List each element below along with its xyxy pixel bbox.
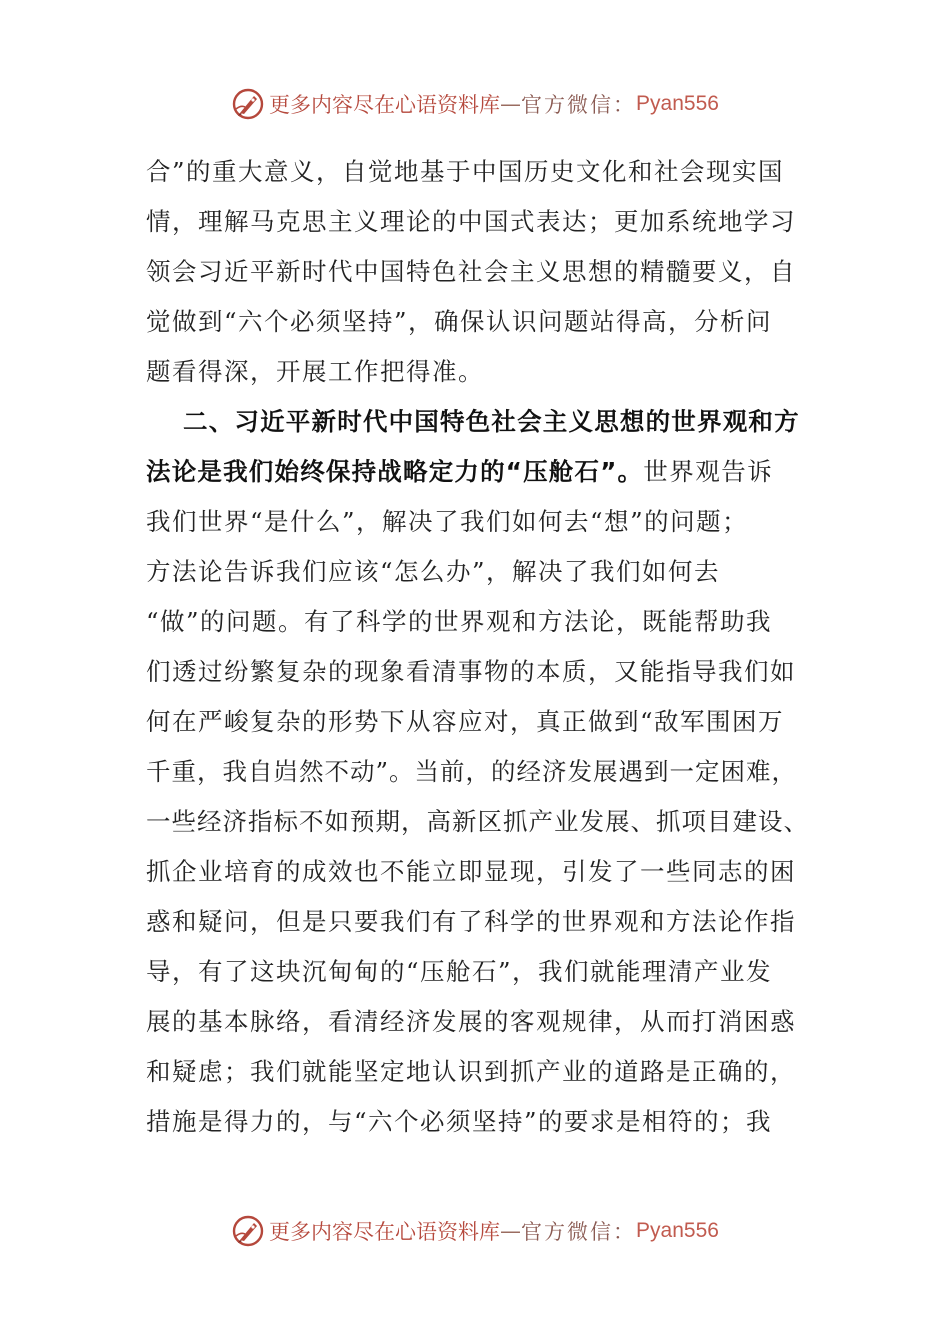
section-heading-line (146, 397, 798, 447)
paragraph-text: 世界观告诉 (643, 457, 774, 486)
banner-wechat-label: 官方微信： (521, 1220, 637, 1244)
footer-banner (0, 1211, 950, 1251)
pen-nib-logo-icon (231, 87, 265, 121)
banner-wechat-label: 官方微信： (521, 93, 637, 117)
text-line: 题看得深，开展工作把得准。 (146, 357, 484, 386)
text-line (146, 447, 798, 497)
banner-wechat-id: Pyan556 (636, 1219, 719, 1242)
text-line: 方法论告诉我们应该“怎么办”，解决了我们如何去 (146, 557, 721, 586)
banner-promo-text: 更多内容尽在心语资料库 (269, 93, 501, 117)
header-banner (0, 84, 950, 124)
text-line: 导，有了这块沉甸甸的“压舱石”，我们就能理清产业发 (146, 957, 773, 986)
text-line: 展的基本脉络，看清经济发展的客观规律，从而打消困惑 (146, 1007, 796, 1036)
text-line: 们透过纷繁复杂的现象看清事物的本质，又能指导我们如 (146, 657, 796, 686)
text-line: 领会习近平新时代中国特色社会主义思想的精髓要义，自 (146, 257, 796, 286)
text-line: 抓企业培育的成效也不能立即显现，引发了一些同志的困 (146, 857, 796, 886)
section-heading-continued: 法论是我们始终保持战略定力的“压舱石”。 (146, 457, 644, 486)
text-line: 一些经济指标不如预期，高新区抓产业发展、抓项目建设、 (146, 807, 809, 836)
text-line: 情，理解马克思主义理论的中国式表达；更加系统地学习 (146, 207, 796, 236)
banner-promo-text: 更多内容尽在心语资料库 (269, 1220, 501, 1244)
banner-dash: — (500, 92, 522, 116)
text-line: 我们世界“是什么”，解决了我们如何去“想”的问题； (146, 507, 749, 536)
pen-nib-logo-icon (231, 1214, 265, 1248)
section-heading: 二、习近平新时代中国特色社会主义思想的世界观和方 (183, 407, 800, 436)
banner-dash: — (500, 1219, 522, 1243)
text-line: 措施是得力的，与“六个必须坚持”的要求是相符的；我 (146, 1107, 773, 1136)
document-body (146, 147, 809, 1147)
text-line: 合”的重大意义，自觉地基于中国历史文化和社会现实国 (146, 157, 785, 186)
text-line: 和疑虑；我们就能坚定地认识到抓产业的道路是正确的， (146, 1057, 796, 1086)
text-line: 惑和疑问，但是只要我们有了科学的世界观和方法论作指 (146, 907, 796, 936)
banner-wechat-id: Pyan556 (636, 92, 719, 115)
text-line: “做”的问题。有了科学的世界观和方法论，既能帮助我 (146, 607, 773, 636)
text-line: 觉做到“六个必须坚持”，确保认识问题站得高，分析问 (146, 307, 773, 336)
text-line: 何在严峻复杂的形势下从容应对，真正做到“敌军围困万 (146, 707, 785, 736)
text-line: 千重，我自岿然不动”。当前，的经济发展遇到一定困难， (146, 757, 798, 786)
